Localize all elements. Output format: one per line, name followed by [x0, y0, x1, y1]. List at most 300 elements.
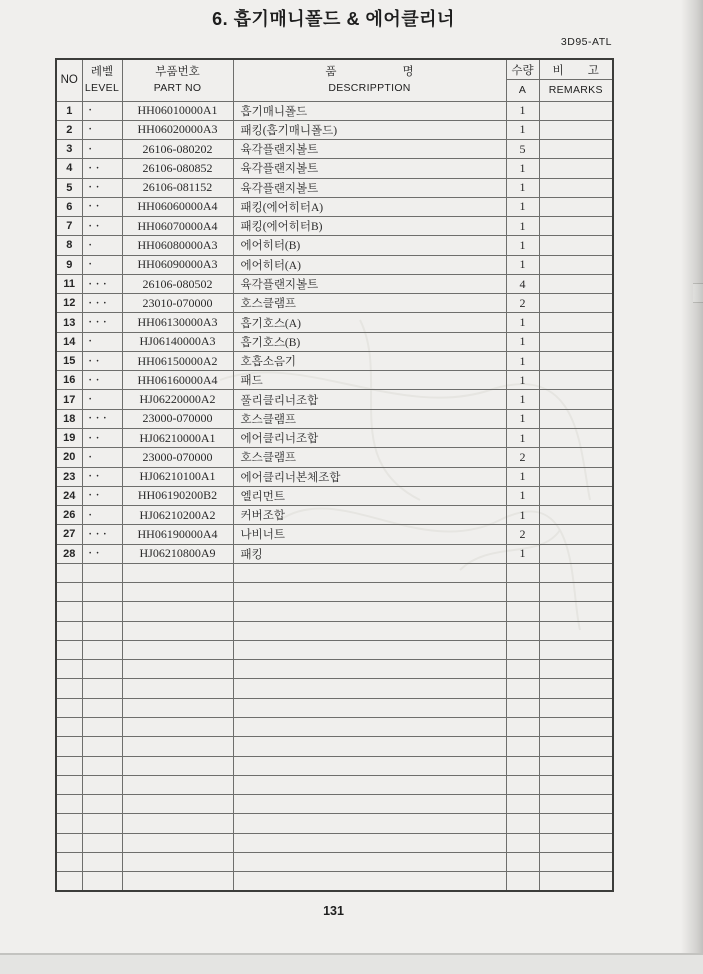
cell-qty — [506, 621, 539, 640]
cell-level — [82, 795, 122, 814]
cell-remarks — [539, 197, 613, 216]
doc-code: 3D95-ATL — [560, 36, 612, 48]
cell-description: 흡기호스(B) — [233, 332, 506, 351]
cell-qty: 1 — [506, 486, 539, 505]
cell-level — [82, 563, 122, 582]
cell-level: ··· — [82, 294, 122, 313]
cell-level: · — [82, 506, 122, 525]
cell-no — [56, 602, 82, 621]
cell-part-no: HJ06220000A2 — [122, 390, 233, 409]
table-row — [56, 525, 613, 544]
cell-description: 흡기호스(A) — [233, 313, 506, 332]
cell-remarks — [539, 833, 613, 852]
cell-description: 호스클램프 — [233, 409, 506, 428]
cell-part-no — [122, 621, 233, 640]
empty-table-row — [56, 737, 613, 756]
table-row — [56, 101, 613, 120]
cell-level: · — [82, 255, 122, 274]
col-header-part-ko: 부품번호 — [155, 66, 200, 79]
cell-remarks — [539, 486, 613, 505]
cell-level — [82, 679, 122, 698]
cell-qty: 5 — [506, 140, 539, 159]
cell-no: 26 — [56, 506, 82, 525]
col-header-remarks-en: REMARKS — [548, 84, 603, 97]
cell-description — [233, 872, 506, 891]
scan-edge-notch — [693, 283, 703, 303]
cell-remarks — [539, 467, 613, 486]
cell-qty: 1 — [506, 255, 539, 274]
cell-no — [56, 814, 82, 833]
col-header-qty-en: A — [518, 84, 527, 97]
cell-level: · — [82, 390, 122, 409]
col-header-desc-en: DESCRIPPTION — [328, 81, 411, 94]
cell-no: 5 — [56, 178, 82, 197]
cell-no: 19 — [56, 429, 82, 448]
cell-no: 24 — [56, 486, 82, 505]
cell-qty: 1 — [506, 506, 539, 525]
cell-level — [82, 602, 122, 621]
cell-qty — [506, 756, 539, 775]
cell-no: 14 — [56, 332, 82, 351]
table-row — [56, 409, 613, 428]
empty-table-row — [56, 795, 613, 814]
cell-level — [82, 814, 122, 833]
cell-part-no — [122, 756, 233, 775]
col-header-desc-ko — [234, 64, 506, 81]
scan-edge-shading — [681, 0, 703, 974]
cell-description: 에어히터(B) — [233, 236, 506, 255]
parts-table — [55, 58, 614, 892]
table-row — [56, 120, 613, 139]
cell-remarks — [539, 506, 613, 525]
cell-remarks — [539, 429, 613, 448]
cell-qty: 1 — [506, 236, 539, 255]
cell-part-no: HJ06210000A1 — [122, 429, 233, 448]
cell-qty: 1 — [506, 467, 539, 486]
cell-description — [233, 698, 506, 717]
cell-description — [233, 852, 506, 871]
cell-no: 11 — [56, 274, 82, 293]
empty-table-row — [56, 660, 613, 679]
table-row — [56, 294, 613, 313]
cell-remarks — [539, 159, 613, 178]
cell-part-no — [122, 833, 233, 852]
cell-part-no: HH06190200B2 — [122, 486, 233, 505]
cell-level: ··· — [82, 313, 122, 332]
cell-no: 3 — [56, 140, 82, 159]
cell-description: 패킹 — [233, 544, 506, 563]
cell-part-no: 26106-080202 — [122, 140, 233, 159]
cell-remarks — [539, 872, 613, 891]
table-row — [56, 429, 613, 448]
empty-table-row — [56, 756, 613, 775]
table-row — [56, 313, 613, 332]
scan-bottom-strip — [0, 953, 703, 974]
cell-description — [233, 563, 506, 582]
cell-description: 커버조합 — [233, 506, 506, 525]
cell-level — [82, 660, 122, 679]
cell-level: ··· — [82, 274, 122, 293]
cell-description — [233, 660, 506, 679]
col-header-remarks-ko — [540, 60, 613, 80]
table-row — [56, 140, 613, 159]
cell-no — [56, 583, 82, 602]
cell-qty: 1 — [506, 159, 539, 178]
cell-description: 패킹(흡기매니폴드) — [233, 120, 506, 139]
cell-no: 1 — [56, 101, 82, 120]
cell-description: 패드 — [233, 371, 506, 390]
col-header-level-ko: 레벨 — [90, 66, 114, 79]
cell-part-no — [122, 640, 233, 659]
cell-remarks — [539, 525, 613, 544]
cell-remarks — [539, 294, 613, 313]
cell-no: 2 — [56, 120, 82, 139]
empty-table-row — [56, 698, 613, 717]
cell-part-no: HH06190000A4 — [122, 525, 233, 544]
cell-remarks — [539, 120, 613, 139]
cell-part-no: 23010-070000 — [122, 294, 233, 313]
cell-qty: 1 — [506, 197, 539, 216]
cell-qty — [506, 833, 539, 852]
cell-qty: 1 — [506, 178, 539, 197]
cell-qty — [506, 814, 539, 833]
col-header-level-en: LEVEL — [84, 81, 120, 94]
cell-level: · — [82, 448, 122, 467]
col-header-remarks — [539, 59, 613, 101]
empty-table-row — [56, 583, 613, 602]
cell-remarks — [539, 313, 613, 332]
empty-table-row — [56, 872, 613, 891]
cell-description — [233, 718, 506, 737]
cell-remarks — [539, 448, 613, 467]
cell-no: 7 — [56, 217, 82, 236]
cell-description: 호스클램프 — [233, 448, 506, 467]
cell-level — [82, 833, 122, 852]
cell-remarks — [539, 698, 613, 717]
cell-no: 8 — [56, 236, 82, 255]
empty-table-row — [56, 718, 613, 737]
cell-description — [233, 814, 506, 833]
cell-remarks — [539, 178, 613, 197]
cell-remarks — [539, 718, 613, 737]
cell-part-no — [122, 852, 233, 871]
cell-qty: 1 — [506, 313, 539, 332]
cell-remarks — [539, 390, 613, 409]
cell-remarks — [539, 679, 613, 698]
col-header-remarks-ko-1: 비 — [552, 64, 564, 77]
cell-qty: 1 — [506, 332, 539, 351]
cell-remarks — [539, 255, 613, 274]
page-number: 131 — [323, 904, 344, 918]
cell-qty: 2 — [506, 448, 539, 467]
cell-part-no: HH06010000A1 — [122, 101, 233, 120]
cell-qty: 1 — [506, 351, 539, 370]
col-header-level — [82, 59, 122, 101]
cell-no: 9 — [56, 255, 82, 274]
cell-part-no — [122, 563, 233, 582]
cell-level: ·· — [82, 217, 122, 236]
cell-level: ·· — [82, 178, 122, 197]
cell-qty — [506, 718, 539, 737]
cell-part-no — [122, 872, 233, 891]
cell-level: · — [82, 332, 122, 351]
cell-level — [82, 775, 122, 794]
cell-no: 18 — [56, 409, 82, 428]
col-header-no — [56, 59, 82, 101]
cell-description — [233, 775, 506, 794]
cell-no — [56, 833, 82, 852]
cell-qty: 1 — [506, 390, 539, 409]
cell-level: · — [82, 236, 122, 255]
empty-table-row — [56, 563, 613, 582]
cell-no — [56, 718, 82, 737]
cell-description — [233, 583, 506, 602]
page-title: 6. 흡기매니폴드 & 에어클리너 — [212, 9, 455, 29]
table-row — [56, 197, 613, 216]
cell-description — [233, 795, 506, 814]
cell-part-no: HH06070000A4 — [122, 217, 233, 236]
cell-level — [82, 852, 122, 871]
cell-description: 육각플랜지볼트 — [233, 140, 506, 159]
cell-description: 풀리클리너조합 — [233, 390, 506, 409]
cell-no — [56, 563, 82, 582]
cell-qty — [506, 679, 539, 698]
cell-remarks — [539, 814, 613, 833]
cell-description — [233, 737, 506, 756]
table-row — [56, 467, 613, 486]
cell-remarks — [539, 583, 613, 602]
cell-remarks — [539, 621, 613, 640]
cell-no: 23 — [56, 467, 82, 486]
cell-qty — [506, 602, 539, 621]
col-header-part-en: PART NO — [153, 81, 202, 94]
cell-qty — [506, 737, 539, 756]
cell-level: · — [82, 101, 122, 120]
table-row — [56, 486, 613, 505]
cell-no: 4 — [56, 159, 82, 178]
cell-no: 28 — [56, 544, 82, 563]
col-header-qty-ko: 수량 — [507, 60, 539, 80]
cell-part-no: 26106-080852 — [122, 159, 233, 178]
cell-description: 흡기매니폴드 — [233, 101, 506, 120]
empty-table-row — [56, 621, 613, 640]
col-header-desc-ko-2: 명 — [402, 66, 414, 79]
cell-qty — [506, 563, 539, 582]
cell-no — [56, 660, 82, 679]
cell-description: 에어히터(A) — [233, 255, 506, 274]
table-row — [56, 332, 613, 351]
cell-no — [56, 756, 82, 775]
cell-remarks — [539, 274, 613, 293]
cell-no — [56, 640, 82, 659]
cell-part-no: HJ06140000A3 — [122, 332, 233, 351]
cell-remarks — [539, 737, 613, 756]
cell-description: 호스클램프 — [233, 294, 506, 313]
table-row — [56, 371, 613, 390]
cell-no: 6 — [56, 197, 82, 216]
cell-qty — [506, 775, 539, 794]
cell-qty — [506, 852, 539, 871]
cell-remarks — [539, 563, 613, 582]
cell-qty: 1 — [506, 101, 539, 120]
empty-table-row — [56, 602, 613, 621]
cell-description — [233, 602, 506, 621]
cell-part-no — [122, 679, 233, 698]
cell-qty: 1 — [506, 371, 539, 390]
cell-no: 27 — [56, 525, 82, 544]
cell-level: · — [82, 140, 122, 159]
cell-qty: 2 — [506, 525, 539, 544]
cell-no: 16 — [56, 371, 82, 390]
cell-description — [233, 679, 506, 698]
cell-part-no: HH06060000A4 — [122, 197, 233, 216]
cell-level: ·· — [82, 486, 122, 505]
table-row — [56, 159, 613, 178]
empty-table-row — [56, 814, 613, 833]
cell-level — [82, 756, 122, 775]
table-row — [56, 506, 613, 525]
cell-no — [56, 621, 82, 640]
cell-level: ·· — [82, 371, 122, 390]
cell-part-no: HH06080000A3 — [122, 236, 233, 255]
cell-no — [56, 795, 82, 814]
cell-remarks — [539, 351, 613, 370]
cell-part-no: HH06020000A3 — [122, 120, 233, 139]
parts-table-body — [56, 101, 613, 891]
cell-level: ·· — [82, 467, 122, 486]
cell-level: · — [82, 120, 122, 139]
empty-table-row — [56, 640, 613, 659]
table-row — [56, 274, 613, 293]
cell-part-no — [122, 737, 233, 756]
cell-qty — [506, 640, 539, 659]
cell-remarks — [539, 409, 613, 428]
table-row — [56, 255, 613, 274]
cell-qty: 1 — [506, 409, 539, 428]
col-header-desc-ko-1: 품 — [325, 66, 337, 79]
cell-part-no: HJ06210200A2 — [122, 506, 233, 525]
cell-level: ·· — [82, 351, 122, 370]
cell-level: ·· — [82, 429, 122, 448]
cell-part-no — [122, 660, 233, 679]
cell-level: ·· — [82, 544, 122, 563]
cell-no: 17 — [56, 390, 82, 409]
cell-part-no: HH06130000A3 — [122, 313, 233, 332]
cell-remarks — [539, 544, 613, 563]
empty-table-row — [56, 852, 613, 871]
cell-part-no: 23000-070000 — [122, 448, 233, 467]
table-row — [56, 178, 613, 197]
table-row — [56, 448, 613, 467]
cell-description: 엘리먼트 — [233, 486, 506, 505]
cell-remarks — [539, 140, 613, 159]
cell-qty — [506, 795, 539, 814]
table-row — [56, 217, 613, 236]
cell-description: 패킹(에어히터A) — [233, 197, 506, 216]
cell-remarks — [539, 602, 613, 621]
cell-description: 육각플랜지볼트 — [233, 178, 506, 197]
cell-qty — [506, 583, 539, 602]
cell-qty: 1 — [506, 120, 539, 139]
cell-no: 12 — [56, 294, 82, 313]
cell-remarks — [539, 756, 613, 775]
cell-no — [56, 775, 82, 794]
cell-level — [82, 698, 122, 717]
cell-remarks — [539, 852, 613, 871]
table-row — [56, 544, 613, 563]
table-row — [56, 236, 613, 255]
cell-description: 나비너트 — [233, 525, 506, 544]
empty-table-row — [56, 679, 613, 698]
cell-description — [233, 756, 506, 775]
cell-level: ··· — [82, 409, 122, 428]
cell-qty: 1 — [506, 217, 539, 236]
cell-part-no: HH06150000A2 — [122, 351, 233, 370]
cell-part-no: 26106-081152 — [122, 178, 233, 197]
cell-part-no — [122, 775, 233, 794]
cell-description: 육각플랜지볼트 — [233, 274, 506, 293]
cell-remarks — [539, 101, 613, 120]
cell-description: 에어클리너조합 — [233, 429, 506, 448]
cell-part-no: HH06160000A4 — [122, 371, 233, 390]
cell-no — [56, 872, 82, 891]
cell-remarks — [539, 217, 613, 236]
table-row — [56, 351, 613, 370]
cell-no: 15 — [56, 351, 82, 370]
cell-remarks — [539, 775, 613, 794]
cell-no: 20 — [56, 448, 82, 467]
cell-part-no — [122, 602, 233, 621]
table-header-row — [56, 59, 613, 101]
cell-part-no: HJ06210800A9 — [122, 544, 233, 563]
cell-qty — [506, 698, 539, 717]
col-header-no-label: NO — [60, 74, 78, 87]
cell-part-no — [122, 583, 233, 602]
cell-qty — [506, 872, 539, 891]
cell-no — [56, 679, 82, 698]
cell-level — [82, 737, 122, 756]
cell-part-no — [122, 698, 233, 717]
cell-qty: 4 — [506, 274, 539, 293]
cell-qty: 2 — [506, 294, 539, 313]
cell-level — [82, 621, 122, 640]
cell-level — [82, 718, 122, 737]
cell-remarks — [539, 640, 613, 659]
cell-description — [233, 621, 506, 640]
cell-description: 육각플랜지볼트 — [233, 159, 506, 178]
cell-description — [233, 640, 506, 659]
cell-no: 13 — [56, 313, 82, 332]
cell-remarks — [539, 660, 613, 679]
cell-description: 패킹(에어히터B) — [233, 217, 506, 236]
cell-remarks — [539, 795, 613, 814]
cell-qty: 1 — [506, 429, 539, 448]
cell-description: 에어클리너본체조합 — [233, 467, 506, 486]
cell-level — [82, 872, 122, 891]
cell-qty — [506, 660, 539, 679]
cell-part-no — [122, 718, 233, 737]
cell-qty: 1 — [506, 544, 539, 563]
cell-remarks — [539, 371, 613, 390]
cell-level — [82, 583, 122, 602]
cell-description — [233, 833, 506, 852]
cell-part-no — [122, 795, 233, 814]
cell-level: ·· — [82, 159, 122, 178]
empty-table-row — [56, 833, 613, 852]
cell-part-no: HH06090000A3 — [122, 255, 233, 274]
cell-no — [56, 852, 82, 871]
cell-part-no: 26106-080502 — [122, 274, 233, 293]
